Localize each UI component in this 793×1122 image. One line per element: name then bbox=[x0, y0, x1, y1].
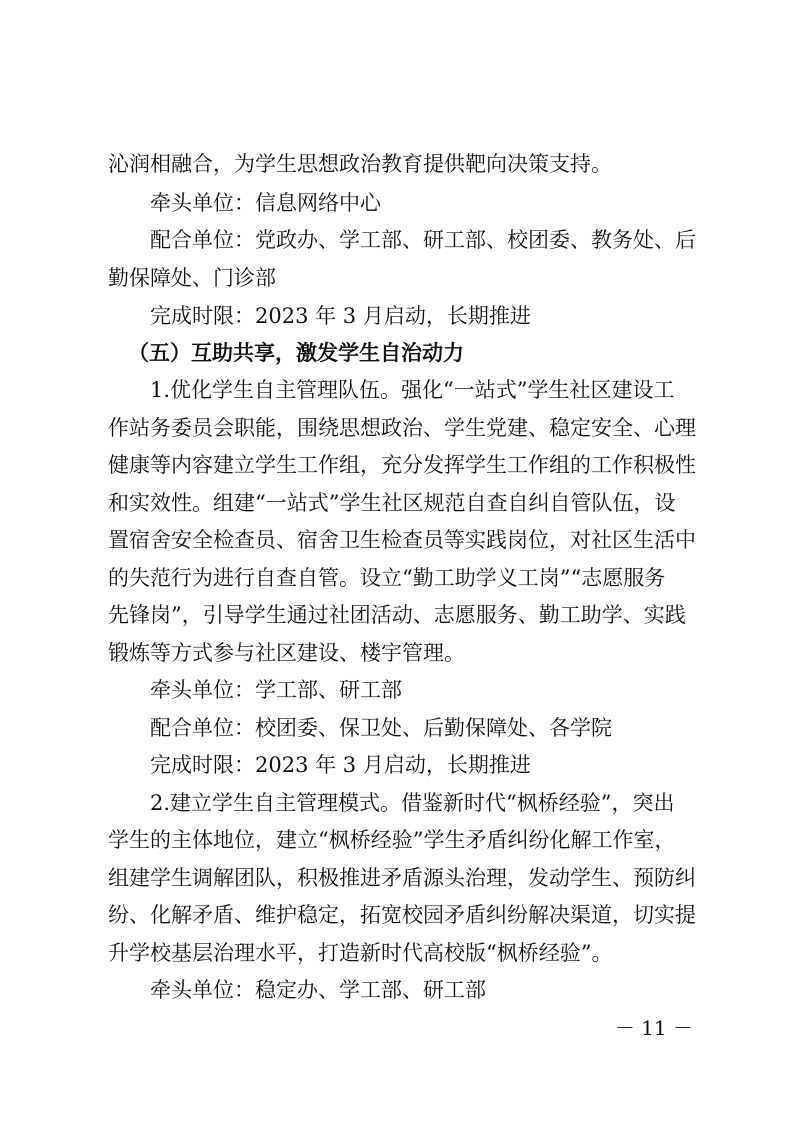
lead-unit-line: 牵头单位：信息网络中心 bbox=[150, 191, 381, 215]
body-text-line: 组建学生调解团队，积极推进矛盾源头治理，发动学生、预防纠 bbox=[108, 866, 696, 890]
body-text-line: 沁润相融合，为学生思想政治教育提供靶向决策支持。 bbox=[108, 152, 612, 176]
body-text-line: 和实效性。组建“一站式”学生社区规范自查自纠自管队伍，设 bbox=[108, 491, 676, 515]
page-number: － 11 － bbox=[614, 1016, 693, 1040]
body-text-line: 的失范行为进行自查自管。设立“勤工助学义工岗”“志愿服务 bbox=[108, 566, 666, 590]
body-text-line: 勤保障处、门诊部 bbox=[108, 266, 276, 290]
deadline-line: 完成时限：2023 年 3 月启动，长期推进 bbox=[150, 304, 531, 328]
cooperating-unit-line: 配合单位：党政办、学工部、研工部、校团委、教务处、后 bbox=[150, 228, 696, 252]
lead-unit-line: 牵头单位：学工部、研工部 bbox=[150, 678, 402, 702]
lead-unit-line: 牵头单位：稳定办、学工部、研工部 bbox=[150, 978, 486, 1002]
item-heading-line: 2.建立学生自主管理模式。借鉴新时代“枫桥经验”，突出 bbox=[150, 791, 675, 815]
cooperating-unit-line: 配合单位：校团委、保卫处、后勤保障处、各学院 bbox=[150, 716, 612, 740]
body-text-line: 锻炼等方式参与社区建设、楼宇管理。 bbox=[108, 641, 465, 665]
section-heading: （五）互助共享，激发学生自治动力 bbox=[128, 340, 464, 365]
item-heading-line: 1.优化学生自主管理队伍。强化“一站式”学生社区建设工 bbox=[150, 378, 675, 402]
body-text-line: 纷、化解矛盾、维护稳定，拓宽校园矛盾纠纷解决渠道，切实提 bbox=[108, 903, 696, 927]
body-text-line: 学生的主体地位，建立“枫桥经验”学生矛盾纠纷化解工作室， bbox=[108, 828, 676, 852]
body-text-line: 先锋岗”，引导学生通过社团活动、志愿服务、勤工助学、实践 bbox=[108, 603, 686, 627]
body-text-line: 置宿舍安全检查员、宿舍卫生检查员等实践岗位，对社区生活中 bbox=[108, 528, 696, 552]
body-text-line: 健康等内容建立学生工作组，充分发挥学生工作组的工作积极性 bbox=[108, 453, 696, 477]
deadline-line: 完成时限：2023 年 3 月启动，长期推进 bbox=[150, 753, 531, 777]
body-text-line: 升学校基层治理水平，打造新时代高校版“枫桥经验”。 bbox=[108, 941, 613, 965]
body-text-line: 作站务委员会职能，围绕思想政治、学生党建、稳定安全、心理 bbox=[108, 416, 696, 440]
